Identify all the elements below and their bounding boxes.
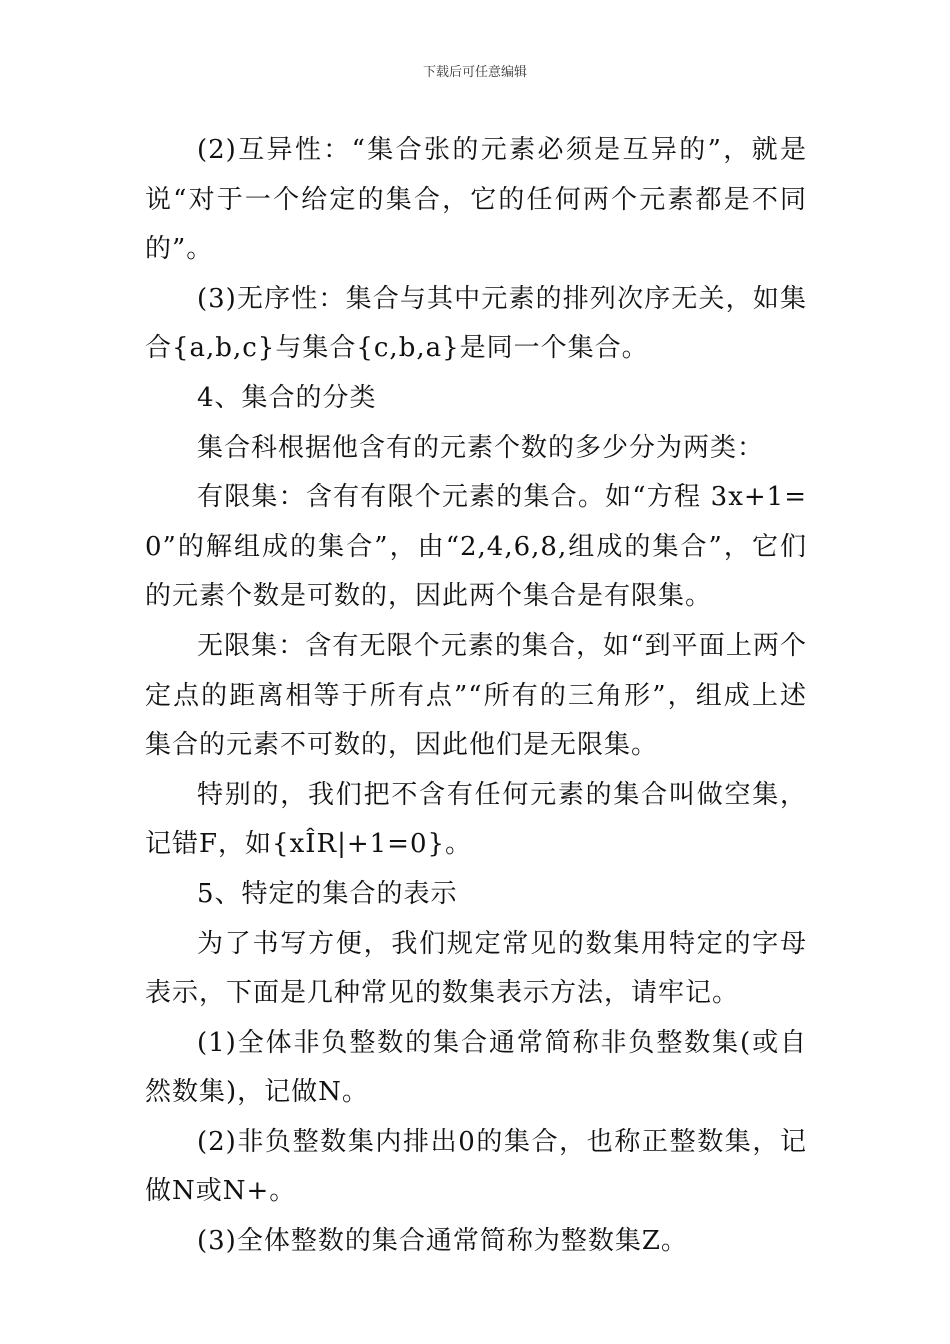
paragraph-finite-set: 有限集：含有有限个元素的集合。如“方程 3x+1=0”的解组成的集合”，由“2,4,6,8,组成的集合”，它们的元素个数是可数的，因此两个集合是有限集。 (145, 482, 807, 612)
paragraph-natural-numbers: (1)全体非负整数的集合通常简称非负整数集(或自然数集)，记做N。 (145, 1027, 807, 1108)
section-heading-notation: 5、特定的集合的表示 (197, 878, 458, 909)
paragraph-integers: (3)全体整数的集合通常简称为整数集Z。 (197, 1226, 688, 1257)
paragraph-infinite-set: 无限集：含有无限个元素的集合，如“到平面上两个定点的距离相等于所有点”“所有的三角形”，组成上述集合的元素不可数的，因此他们是无限集。 (145, 630, 807, 761)
paragraph-distinctness: (2)互异性：“集合张的元素必须是互异的”，就是说“对于一个给定的集合，它的任何两个元素都是不同的”。 (145, 135, 807, 265)
paragraph-classification-intro: 集合科根据他含有的元素个数的多少分为两类： (197, 432, 765, 463)
paragraph-unordered: (3)无序性：集合与其中元素的排列次序无关，如集合{a,b,c}与集合{c,b,a}是同一个集合。 (145, 283, 807, 364)
paragraph-positive-integers: (2)非负整数集内排出0的集合，也称正整数集，记做N或N+。 (145, 1126, 807, 1207)
section-heading-classification: 4、集合的分类 (197, 382, 377, 413)
paragraph-notation-intro: 为了书写方便，我们规定常见的数集用特定的字母表示，下面是几种常见的数集表示方法，请牢记。 (145, 928, 807, 1009)
page-header: 下载后可任意编辑 (422, 65, 527, 80)
document-body (145, 126, 807, 1267)
paragraph-empty-set: 特别的，我们把不含有任何元素的集合叫做空集，记错F，如{xÎR|+1=0}。 (145, 779, 807, 860)
